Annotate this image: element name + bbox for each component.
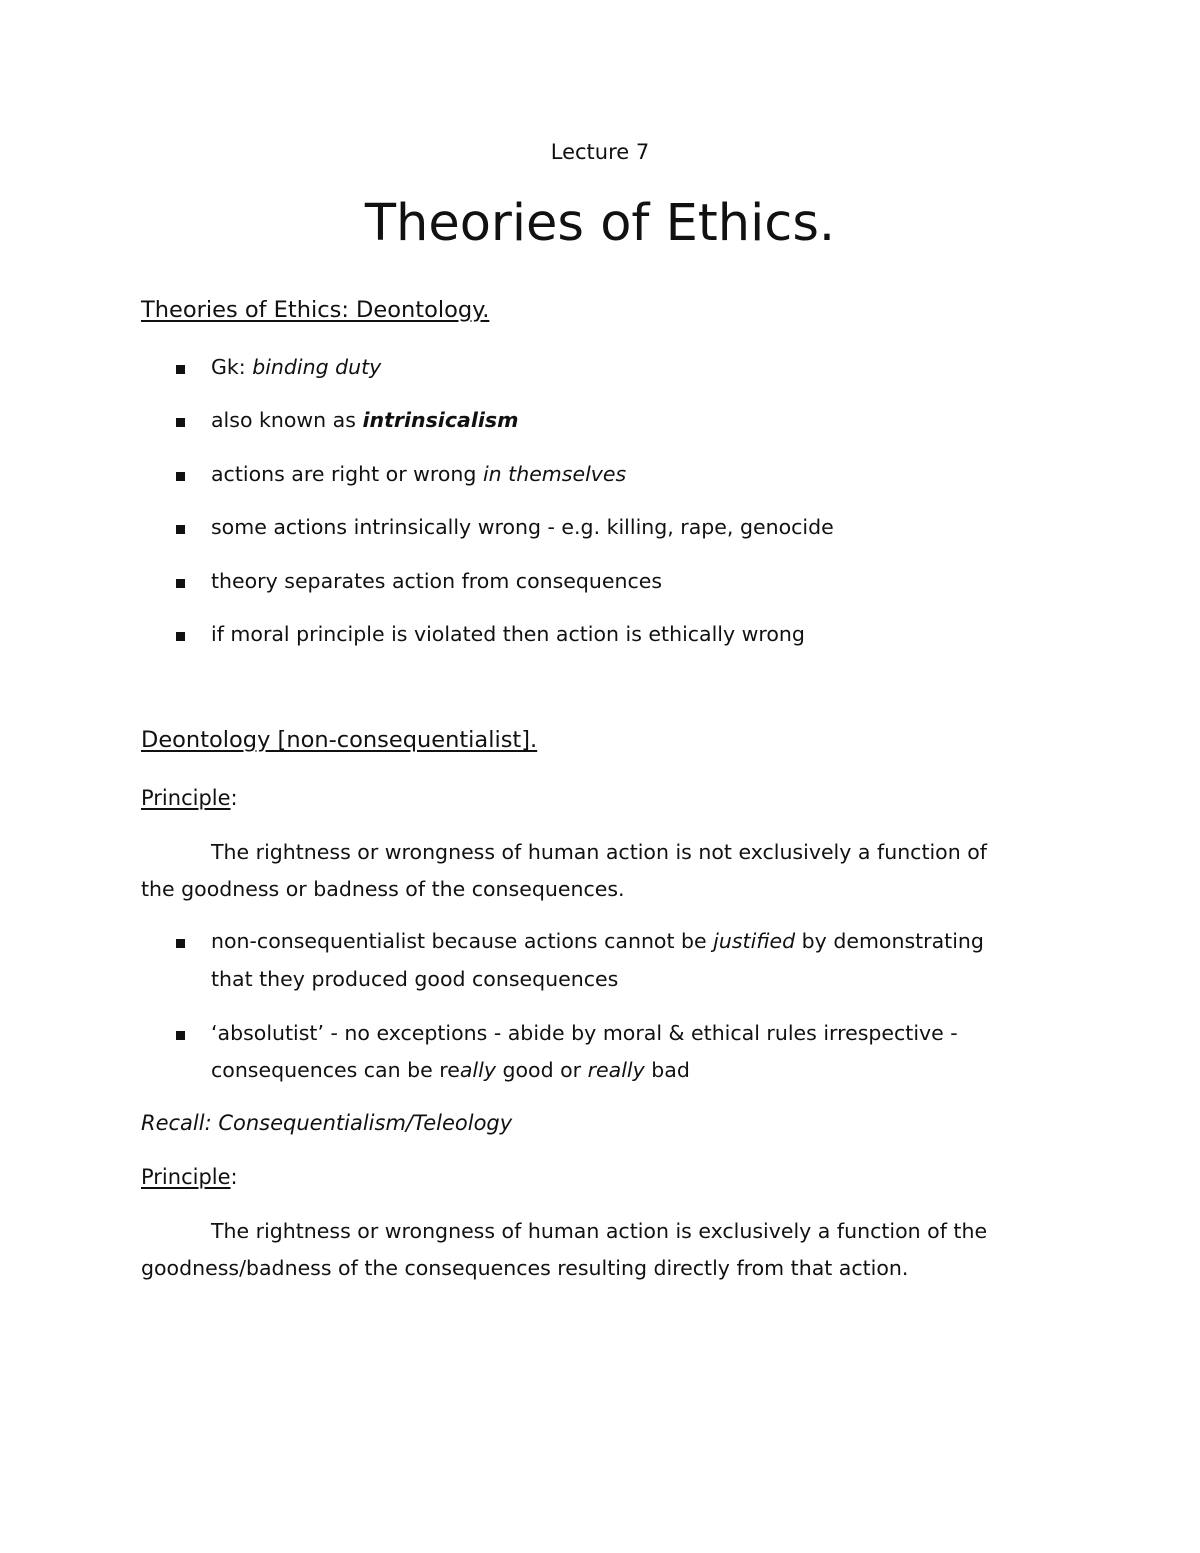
bullet-marker xyxy=(176,1031,185,1040)
lecture-label: Lecture 7 xyxy=(550,140,650,164)
principle-label: Principle: xyxy=(141,786,238,810)
list-item: ‘absolutist’ - no exceptions - abide by moral & ethical rules irrespective - xyxy=(211,1021,958,1045)
bullet-marker xyxy=(176,418,185,427)
principle2-text-line2: goodness/badness of the consequences resulting directly from that action. xyxy=(141,1256,909,1280)
section-heading-deontology: Theories of Ethics: Deontology. xyxy=(141,297,490,323)
bullet-marker xyxy=(176,472,185,481)
principle2-text-line1: The rightness or wrongness of human action is exclusively a function of the xyxy=(211,1219,988,1243)
list-item: also known as intrinsicalism xyxy=(211,408,519,432)
list-item: theory separates action from consequences xyxy=(211,569,663,593)
principle2-label: Principle: xyxy=(141,1165,238,1189)
section-heading-non-consequentialist: Deontology [non-consequentialist]. xyxy=(141,727,538,753)
bullet-marker xyxy=(176,939,185,948)
list-item-continuation: consequences can be really good or really bad xyxy=(211,1058,690,1082)
document-title: Theories of Ethics. xyxy=(364,194,836,253)
list-item: non-consequentialist because actions cannot be justified by demonstrating xyxy=(211,929,984,953)
recall-heading: Recall: Consequentialism/Teleology xyxy=(141,1111,513,1135)
list-item-continuation: that they produced good consequences xyxy=(211,967,619,991)
principle-text-line1: The rightness or wrongness of human action is not exclusively a function of xyxy=(211,840,987,864)
list-item: some actions intrinsically wrong - e.g. killing, rape, genocide xyxy=(211,515,834,539)
bullet-marker xyxy=(176,632,185,641)
list-item: if moral principle is violated then action is ethically wrong xyxy=(211,622,805,646)
bullet-marker xyxy=(176,579,185,588)
bullet-marker xyxy=(176,365,185,374)
list-item: Gk: binding duty xyxy=(211,355,382,379)
list-item: actions are right or wrong in themselves xyxy=(211,462,627,486)
bullet-marker xyxy=(176,525,185,534)
principle-text-line2: the goodness or badness of the consequences. xyxy=(141,877,625,901)
